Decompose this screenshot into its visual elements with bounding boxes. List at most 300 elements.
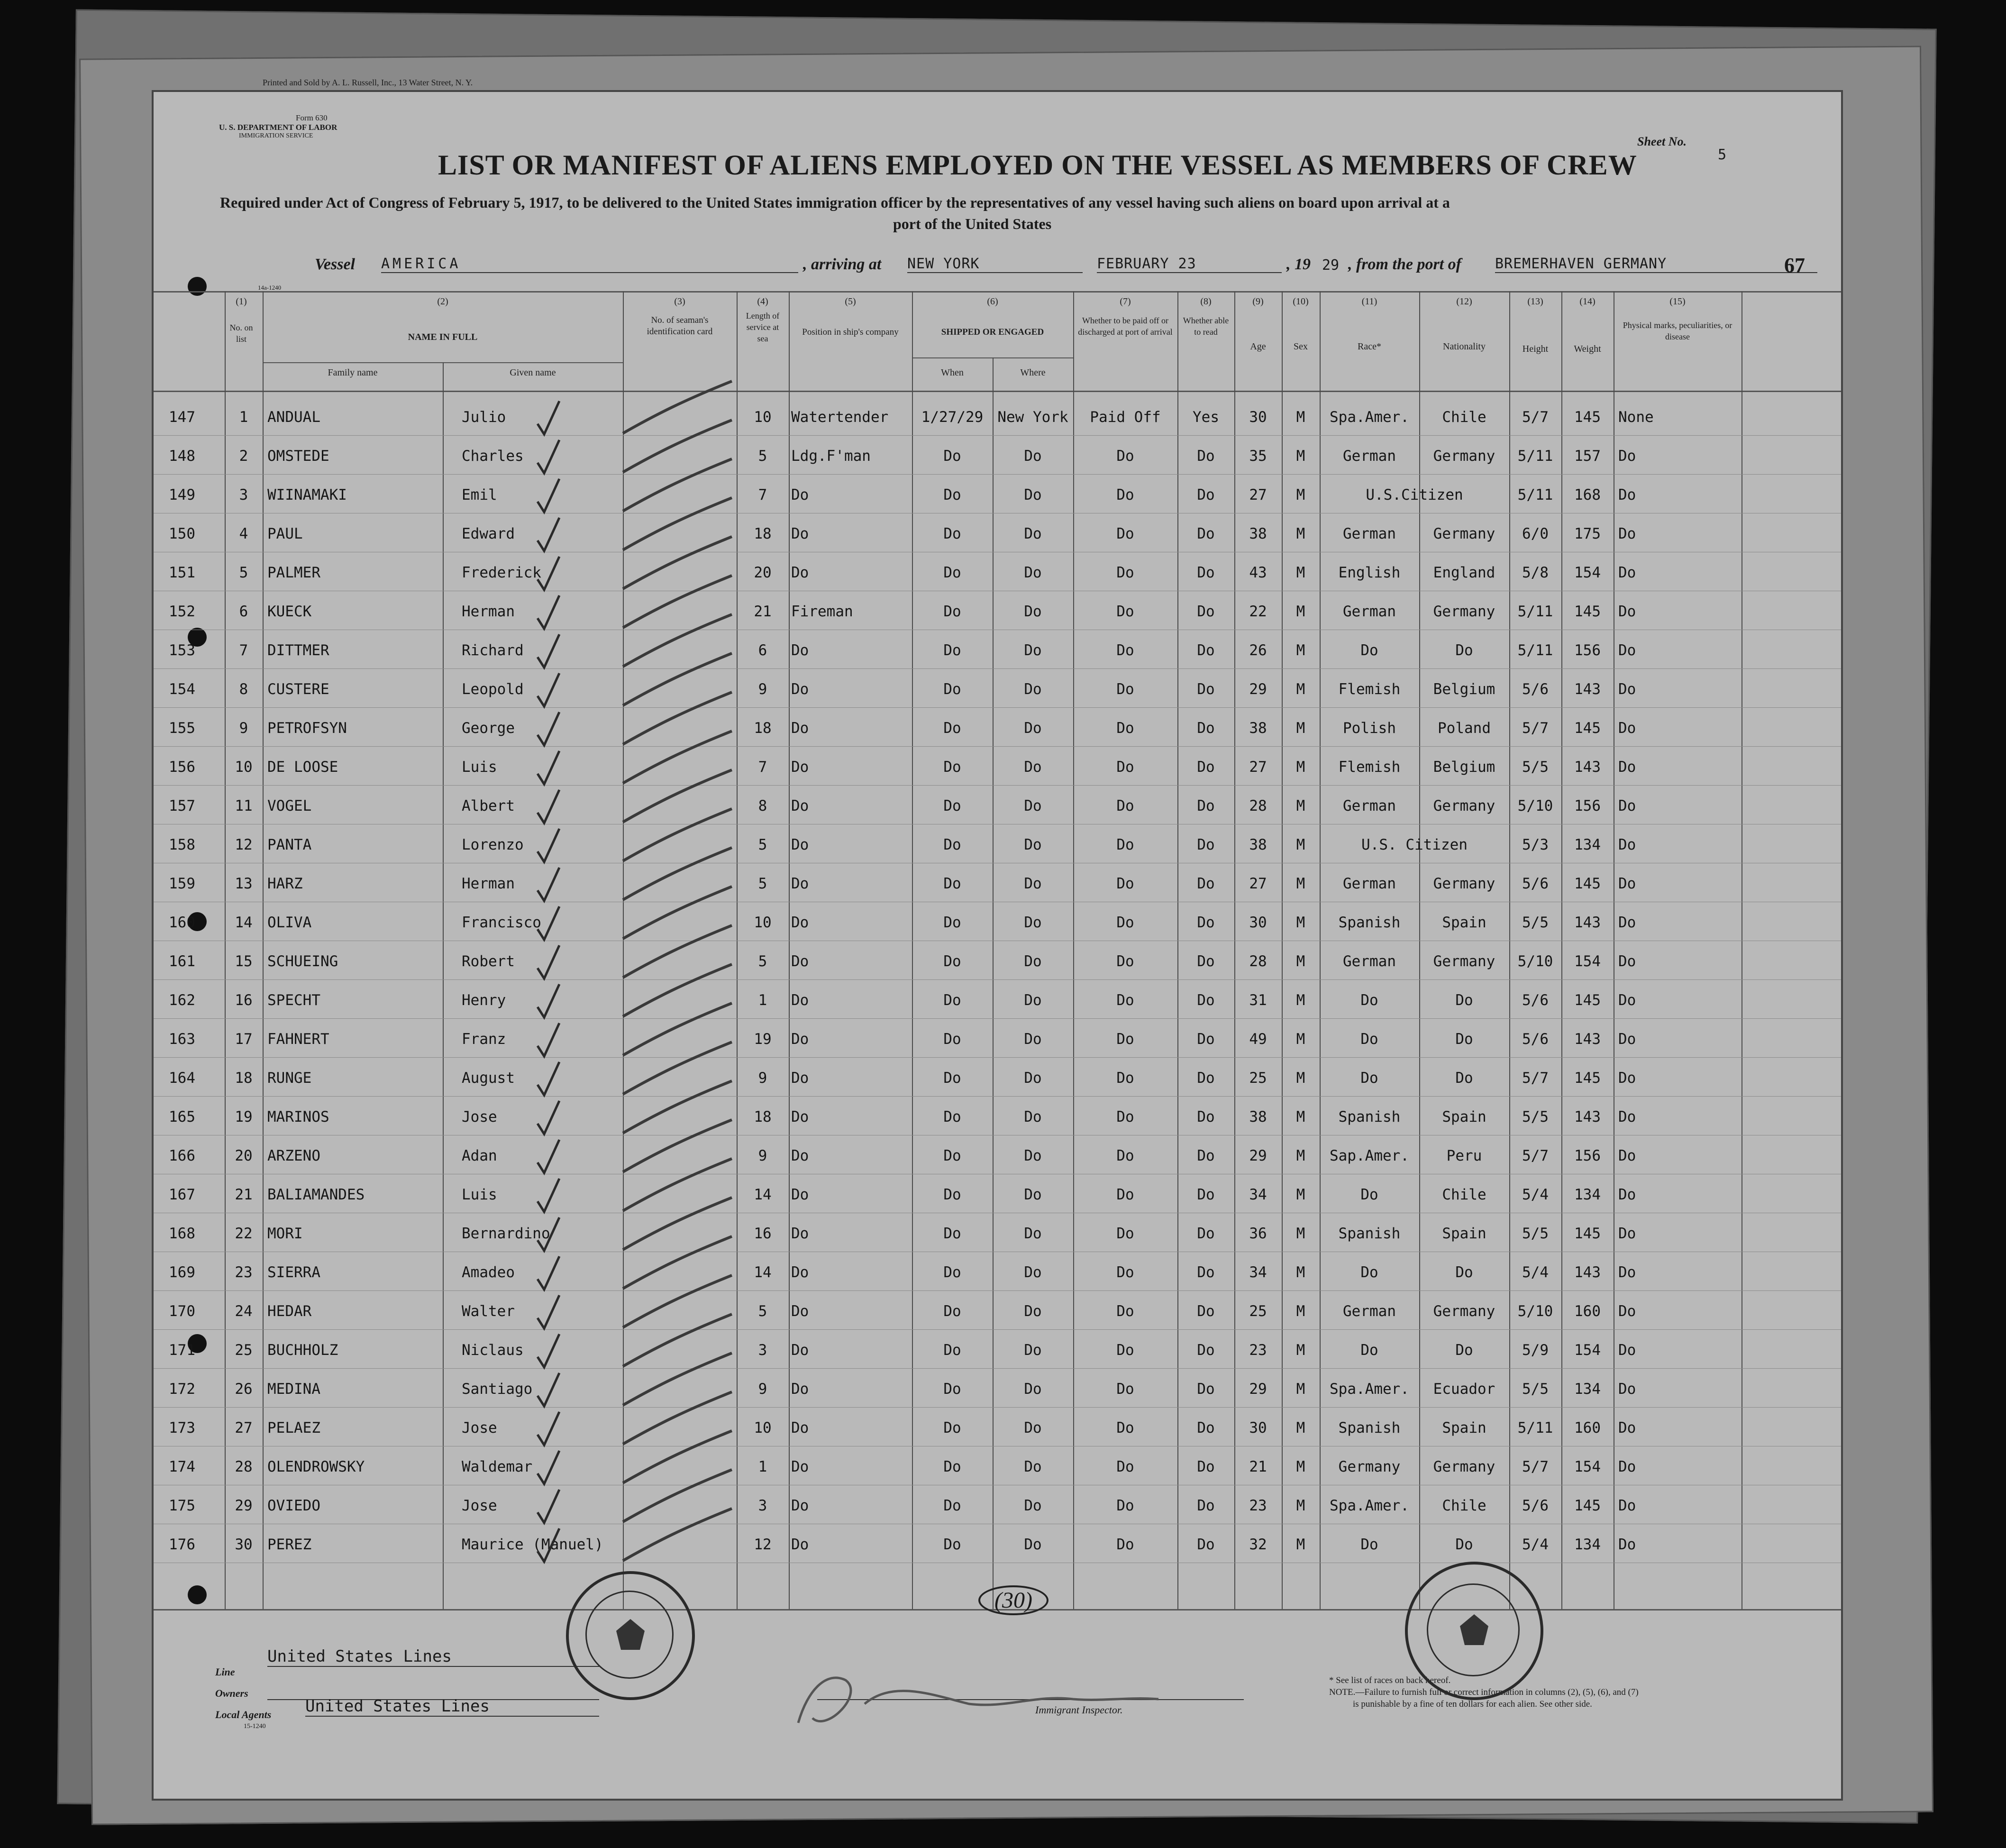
age: 23 <box>1249 1342 1267 1359</box>
margin-list-number: 169 <box>169 1264 195 1281</box>
able-to-read: Do <box>1197 875 1215 892</box>
inspector-label: Immigrant Inspector. <box>1035 1704 1123 1716</box>
shipped-where: Do <box>1024 720 1042 737</box>
nationality: Belgium <box>1433 681 1495 698</box>
sex: M <box>1296 1381 1305 1398</box>
length-of-service: 5 <box>758 875 767 892</box>
given-name: Jose <box>462 1108 497 1125</box>
margin-list-number: 172 <box>169 1381 195 1398</box>
shipped-where: Do <box>1024 1147 1042 1164</box>
physical-marks: Do <box>1618 953 1636 970</box>
able-to-read: Do <box>1197 1497 1215 1514</box>
sex: M <box>1296 1303 1305 1320</box>
list-number: 23 <box>235 1264 253 1281</box>
col-num-3: (3) <box>674 296 685 307</box>
sheet-label: Sheet No. <box>1637 135 1687 148</box>
physical-marks: Do <box>1618 720 1636 737</box>
nationality: Peru <box>1446 1147 1482 1164</box>
sex: M <box>1296 1458 1305 1475</box>
physical-marks: Do <box>1618 1264 1636 1281</box>
age: 21 <box>1249 1458 1267 1475</box>
form-subtitle-2: port of the United States <box>893 215 1052 232</box>
length-of-service: 9 <box>758 1070 767 1087</box>
list-number: 12 <box>235 836 253 853</box>
physical-marks: Do <box>1618 603 1636 620</box>
length-of-service: 20 <box>754 564 772 581</box>
paid-off: Do <box>1116 1419 1134 1436</box>
given-name: Emil <box>462 486 497 503</box>
shipped-where: Do <box>1024 1419 1042 1436</box>
position: Fireman <box>791 603 853 620</box>
shipped-when: Do <box>943 1303 961 1320</box>
position: Do <box>791 797 809 814</box>
age: 34 <box>1249 1264 1267 1281</box>
col-num-8: (8) <box>1200 296 1212 307</box>
length-of-service: 14 <box>754 1264 772 1281</box>
margin-list-number: 166 <box>169 1147 195 1164</box>
length-of-service: 9 <box>758 681 767 698</box>
sex: M <box>1296 914 1305 931</box>
sex: M <box>1296 1147 1305 1164</box>
margin-list-number: 153 <box>169 642 195 659</box>
nationality: Chile <box>1442 1497 1486 1514</box>
shipped-when: Do <box>943 525 961 542</box>
given-name: August <box>462 1070 515 1087</box>
shipped-when: Do <box>943 836 961 853</box>
height: 5/11 <box>1517 448 1553 465</box>
age: 32 <box>1249 1536 1267 1553</box>
shipped-where: Do <box>1024 1225 1042 1242</box>
col-num-15: (15) <box>1669 296 1686 307</box>
paid-off: Do <box>1116 759 1134 776</box>
given-name: Maurice (Manuel) <box>462 1536 603 1553</box>
sex: M <box>1296 759 1305 776</box>
sex: M <box>1296 486 1305 503</box>
height: 6/0 <box>1522 525 1549 542</box>
paid-off: Do <box>1116 797 1134 814</box>
weight: 154 <box>1574 564 1601 581</box>
given-name: Leopold <box>462 681 524 698</box>
col-when: When <box>941 367 964 378</box>
nationality: Do <box>1455 1536 1473 1553</box>
family-name: RUNGE <box>267 1070 312 1087</box>
position: Do <box>791 875 809 892</box>
shipped-when: Do <box>943 1536 961 1553</box>
family-name: PAUL <box>267 525 303 542</box>
physical-marks: Do <box>1618 1342 1636 1359</box>
able-to-read: Do <box>1197 1108 1215 1125</box>
margin-list-number: 164 <box>169 1070 195 1087</box>
paid-off: Do <box>1116 448 1134 465</box>
margin-list-number: 150 <box>169 525 195 542</box>
weight: 156 <box>1574 797 1601 814</box>
paid-off: Do <box>1116 1264 1134 1281</box>
family-name: HEDAR <box>267 1303 312 1320</box>
margin-list-number: 167 <box>169 1186 195 1203</box>
sex: M <box>1296 953 1305 970</box>
list-number: 2 <box>239 448 248 465</box>
able-to-read: Do <box>1197 1147 1215 1164</box>
length-of-service: 18 <box>754 720 772 737</box>
position: Do <box>791 1147 809 1164</box>
length-of-service: 5 <box>758 836 767 853</box>
margin-list-number: 170 <box>169 1303 195 1320</box>
total-count: (30) <box>978 1585 1049 1615</box>
given-name: Frederick <box>462 564 541 581</box>
margin-list-number: 156 <box>169 759 195 776</box>
given-name: Niclaus <box>462 1342 524 1359</box>
race: Do <box>1360 1070 1378 1087</box>
list-number: 15 <box>235 953 253 970</box>
family-name: KUECK <box>267 603 312 620</box>
age: 29 <box>1249 1381 1267 1398</box>
height: 5/10 <box>1517 953 1553 970</box>
length-of-service: 16 <box>754 1225 772 1242</box>
race: Germany <box>1338 1458 1401 1475</box>
age: 25 <box>1249 1070 1267 1087</box>
physical-marks: Do <box>1618 681 1636 698</box>
check-mark-icon <box>381 1499 808 1565</box>
sex: M <box>1296 1419 1305 1436</box>
height: 5/6 <box>1522 875 1549 892</box>
given-name: Edward <box>462 525 515 542</box>
race: Spa.Amer. <box>1330 1497 1409 1514</box>
list-number: 29 <box>235 1497 253 1514</box>
length-of-service: 8 <box>758 797 767 814</box>
physical-marks: Do <box>1618 1536 1636 1553</box>
position: Do <box>791 1031 809 1048</box>
able-to-read: Do <box>1197 1225 1215 1242</box>
list-number: 11 <box>235 797 253 814</box>
shipped-when: Do <box>943 564 961 581</box>
family-name: FAHNERT <box>267 1031 329 1048</box>
paid-off: Do <box>1116 525 1134 542</box>
able-to-read: Do <box>1197 681 1215 698</box>
given-name: Waldemar <box>462 1458 533 1475</box>
col-num-10: (10) <box>1293 296 1309 307</box>
family-name: BALIAMANDES <box>267 1186 365 1203</box>
shipped-where: Do <box>1024 1536 1042 1553</box>
given-name: Amadeo <box>462 1264 515 1281</box>
age: 38 <box>1249 720 1267 737</box>
shipped-when: Do <box>943 1070 961 1087</box>
weight: 156 <box>1574 1147 1601 1164</box>
age: 25 <box>1249 1303 1267 1320</box>
weight: 154 <box>1574 1458 1601 1475</box>
age: 38 <box>1249 525 1267 542</box>
position: Do <box>791 1186 809 1203</box>
list-number: 8 <box>239 681 248 698</box>
col-num-6: (6) <box>987 296 998 307</box>
length-of-service: 3 <box>758 1342 767 1359</box>
shipped-when: Do <box>943 1381 961 1398</box>
inspector-signature <box>770 1652 1196 1747</box>
weight: 175 <box>1574 525 1601 542</box>
position: Do <box>791 1497 809 1514</box>
shipped-where: Do <box>1024 1497 1042 1514</box>
list-number: 13 <box>235 875 253 892</box>
length-of-service: 10 <box>754 409 772 426</box>
list-number: 6 <box>239 603 248 620</box>
weight: 143 <box>1574 914 1601 931</box>
family-name: PANTA <box>267 836 312 853</box>
nationality: Do <box>1455 992 1473 1009</box>
shipped-where: Do <box>1024 759 1042 776</box>
sex: M <box>1296 1536 1305 1553</box>
nationality: Poland <box>1438 720 1491 737</box>
list-number: 17 <box>235 1031 253 1048</box>
nationality: Do <box>1455 1264 1473 1281</box>
list-number: 5 <box>239 564 248 581</box>
consulate-stamp-icon <box>1405 1562 1543 1700</box>
race: German <box>1343 875 1396 892</box>
col-num-4: (4) <box>757 296 768 307</box>
paid-off: Do <box>1116 603 1134 620</box>
margin-list-number: 160 <box>169 914 195 931</box>
shipped-when: Do <box>943 1225 961 1242</box>
physical-marks: Do <box>1618 1458 1636 1475</box>
age: 35 <box>1249 448 1267 465</box>
physical-marks: Do <box>1618 1381 1636 1398</box>
col-num-2: (2) <box>437 296 448 307</box>
able-to-read: Do <box>1197 1536 1215 1553</box>
given-name: Henry <box>462 992 506 1009</box>
sex: M <box>1296 448 1305 465</box>
form-subtitle-1: Required under Act of Congress of February 5, 1917, to be delivered to the United States immigration officer by the representatives of any vessel having such aliens on board upon arrival at a <box>220 194 1450 211</box>
race: Polish <box>1343 720 1396 737</box>
sex: M <box>1296 1108 1305 1125</box>
family-name: DITTMER <box>267 642 329 659</box>
nationality: Belgium <box>1433 759 1495 776</box>
race: Spanish <box>1338 914 1401 931</box>
paid-off: Do <box>1116 564 1134 581</box>
nationality: Do <box>1455 1342 1473 1359</box>
family-name: MORI <box>267 1225 303 1242</box>
physical-marks: Do <box>1618 1070 1636 1087</box>
height: 5/6 <box>1522 1497 1549 1514</box>
shipped-where: Do <box>1024 681 1042 698</box>
length-of-service: 5 <box>758 1303 767 1320</box>
binder-hole-icon <box>188 1585 207 1604</box>
family-name: OLIVA <box>267 914 312 931</box>
col-where: Where <box>1020 367 1046 378</box>
height: 5/7 <box>1522 409 1549 426</box>
weight: 143 <box>1574 1108 1601 1125</box>
col-num-13: (13) <box>1527 296 1543 307</box>
list-number: 4 <box>239 525 248 542</box>
shipped-where: Do <box>1024 914 1042 931</box>
weight: 145 <box>1574 1497 1601 1514</box>
able-to-read: Do <box>1197 486 1215 503</box>
race: Spa.Amer. <box>1330 1381 1409 1398</box>
shipped-when: Do <box>943 642 961 659</box>
shipped-when: Do <box>943 797 961 814</box>
age: 29 <box>1249 681 1267 698</box>
family-name: WIINAMAKI <box>267 486 347 503</box>
col-seaman-card: No. of seaman's identification card <box>647 315 713 337</box>
shipped-when: Do <box>943 1186 961 1203</box>
list-number: 7 <box>239 642 248 659</box>
race: German <box>1343 953 1396 970</box>
nationality: Spain <box>1442 1419 1486 1436</box>
sex: M <box>1296 1264 1305 1281</box>
weight: 160 <box>1574 1303 1601 1320</box>
race: Do <box>1360 1031 1378 1048</box>
height: 5/11 <box>1517 1419 1553 1436</box>
sex: M <box>1296 1070 1305 1087</box>
nationality: Spain <box>1442 1225 1486 1242</box>
sex: M <box>1296 992 1305 1009</box>
col-able-read: Whether able to read <box>1183 316 1229 337</box>
sex: M <box>1296 836 1305 853</box>
margin-list-number: 154 <box>169 681 195 698</box>
sex: M <box>1296 720 1305 737</box>
given-name: Walter <box>462 1303 515 1320</box>
family-name: MARINOS <box>267 1108 329 1125</box>
length-of-service: 7 <box>758 759 767 776</box>
length-of-service: 10 <box>754 914 772 931</box>
race: English <box>1338 564 1401 581</box>
list-number: 27 <box>235 1419 253 1436</box>
race: Do <box>1360 1536 1378 1553</box>
family-name: VOGEL <box>267 797 312 814</box>
weight: 134 <box>1574 1186 1601 1203</box>
length-of-service: 9 <box>758 1147 767 1164</box>
family-name: PETROFSYN <box>267 720 347 737</box>
height: 5/4 <box>1522 1264 1549 1281</box>
given-name: Francisco <box>462 914 541 931</box>
able-to-read: Do <box>1197 603 1215 620</box>
note-penalty-2: is punishable by a fine of ten dollars for each alien. See other side. <box>1353 1699 1592 1709</box>
paid-off: Do <box>1116 681 1134 698</box>
race: Do <box>1360 1342 1378 1359</box>
margin-list-number: 163 <box>169 1031 195 1048</box>
physical-marks: Do <box>1618 1031 1636 1048</box>
length-of-service: 7 <box>758 486 767 503</box>
sex: M <box>1296 642 1305 659</box>
age: 34 <box>1249 1186 1267 1203</box>
position: Watertender <box>791 409 889 426</box>
weight: 160 <box>1574 1419 1601 1436</box>
col-nationality: Nationality <box>1443 341 1486 352</box>
height: 5/4 <box>1522 1186 1549 1203</box>
position: Do <box>791 1225 809 1242</box>
race: Flemish <box>1338 759 1401 776</box>
shipped-where: Do <box>1024 642 1042 659</box>
length-of-service: 18 <box>754 1108 772 1125</box>
height: 5/7 <box>1522 1070 1549 1087</box>
race: U.S.Citizen <box>1366 486 1463 503</box>
weight: 134 <box>1574 1536 1601 1553</box>
sex: M <box>1296 1186 1305 1203</box>
shipped-when: Do <box>943 759 961 776</box>
form-code: 14a-1240 <box>258 284 282 291</box>
paid-off: Do <box>1116 1031 1134 1048</box>
given-name: Santiago <box>462 1381 533 1398</box>
shipped-where: Do <box>1024 953 1042 970</box>
position: Do <box>791 1536 809 1553</box>
note-races: * See list of races on back hereof. <box>1329 1675 1451 1685</box>
age: 49 <box>1249 1031 1267 1048</box>
sex: M <box>1296 1342 1305 1359</box>
shipped-where: Do <box>1024 836 1042 853</box>
list-number: 24 <box>235 1303 253 1320</box>
height: 5/4 <box>1522 1536 1549 1553</box>
able-to-read: Do <box>1197 914 1215 931</box>
weight: 145 <box>1574 1225 1601 1242</box>
physical-marks: Do <box>1618 1497 1636 1514</box>
list-number: 9 <box>239 720 248 737</box>
family-name: PALMER <box>267 564 320 581</box>
physical-marks: Do <box>1618 525 1636 542</box>
race: German <box>1343 448 1396 465</box>
margin-list-number: 161 <box>169 953 195 970</box>
arriving-label: , arriving at <box>803 256 882 273</box>
nationality: Germany <box>1433 603 1495 620</box>
physical-marks: Do <box>1618 1186 1636 1203</box>
position: Do <box>791 564 809 581</box>
physical-marks: Do <box>1618 448 1636 465</box>
shipped-where: Do <box>1024 1186 1042 1203</box>
nationality: Chile <box>1442 1186 1486 1203</box>
family-name: SPECHT <box>267 992 320 1009</box>
able-to-read: Do <box>1197 953 1215 970</box>
height: 5/10 <box>1517 1303 1553 1320</box>
position: Do <box>791 681 809 698</box>
nationality: Do <box>1455 1070 1473 1087</box>
paid-off: Do <box>1116 836 1134 853</box>
given-name: Charles <box>462 448 524 465</box>
sheet-number: 5 <box>1718 146 1727 163</box>
nationality: Germany <box>1433 875 1495 892</box>
able-to-read: Do <box>1197 992 1215 1009</box>
position: Do <box>791 914 809 931</box>
list-number: 18 <box>235 1070 253 1087</box>
physical-marks: Do <box>1618 759 1636 776</box>
form-number: Form 630 <box>296 113 328 122</box>
able-to-read: Do <box>1197 1342 1215 1359</box>
margin-list-number: 157 <box>169 797 195 814</box>
physical-marks: Do <box>1618 564 1636 581</box>
physical-marks: Do <box>1618 1419 1636 1436</box>
list-number: 25 <box>235 1342 253 1359</box>
paid-off: Do <box>1116 1070 1134 1087</box>
family-name: ANDUAL <box>267 409 320 426</box>
physical-marks: Do <box>1618 1225 1636 1242</box>
position: Do <box>791 759 809 776</box>
agents-label: Local Agents <box>215 1709 272 1720</box>
col-num-5: (5) <box>845 296 856 307</box>
position: Do <box>791 1342 809 1359</box>
age: 27 <box>1249 875 1267 892</box>
margin-list-number: 162 <box>169 992 195 1009</box>
shipped-where: Do <box>1024 486 1042 503</box>
age: 28 <box>1249 797 1267 814</box>
family-name: ARZENO <box>267 1147 320 1164</box>
physical-marks: None <box>1618 409 1654 426</box>
position: Do <box>791 642 809 659</box>
given-name: Adan <box>462 1147 497 1164</box>
department-name: U. S. DEPARTMENT OF LABOR <box>219 123 337 132</box>
shipped-when: Do <box>943 1031 961 1048</box>
able-to-read: Do <box>1197 1264 1215 1281</box>
able-to-read: Do <box>1197 448 1215 465</box>
shipped-where: Do <box>1024 1458 1042 1475</box>
length-of-service: 19 <box>754 1031 772 1048</box>
sex: M <box>1296 1225 1305 1242</box>
age: 31 <box>1249 992 1267 1009</box>
margin-list-number: 158 <box>169 836 195 853</box>
